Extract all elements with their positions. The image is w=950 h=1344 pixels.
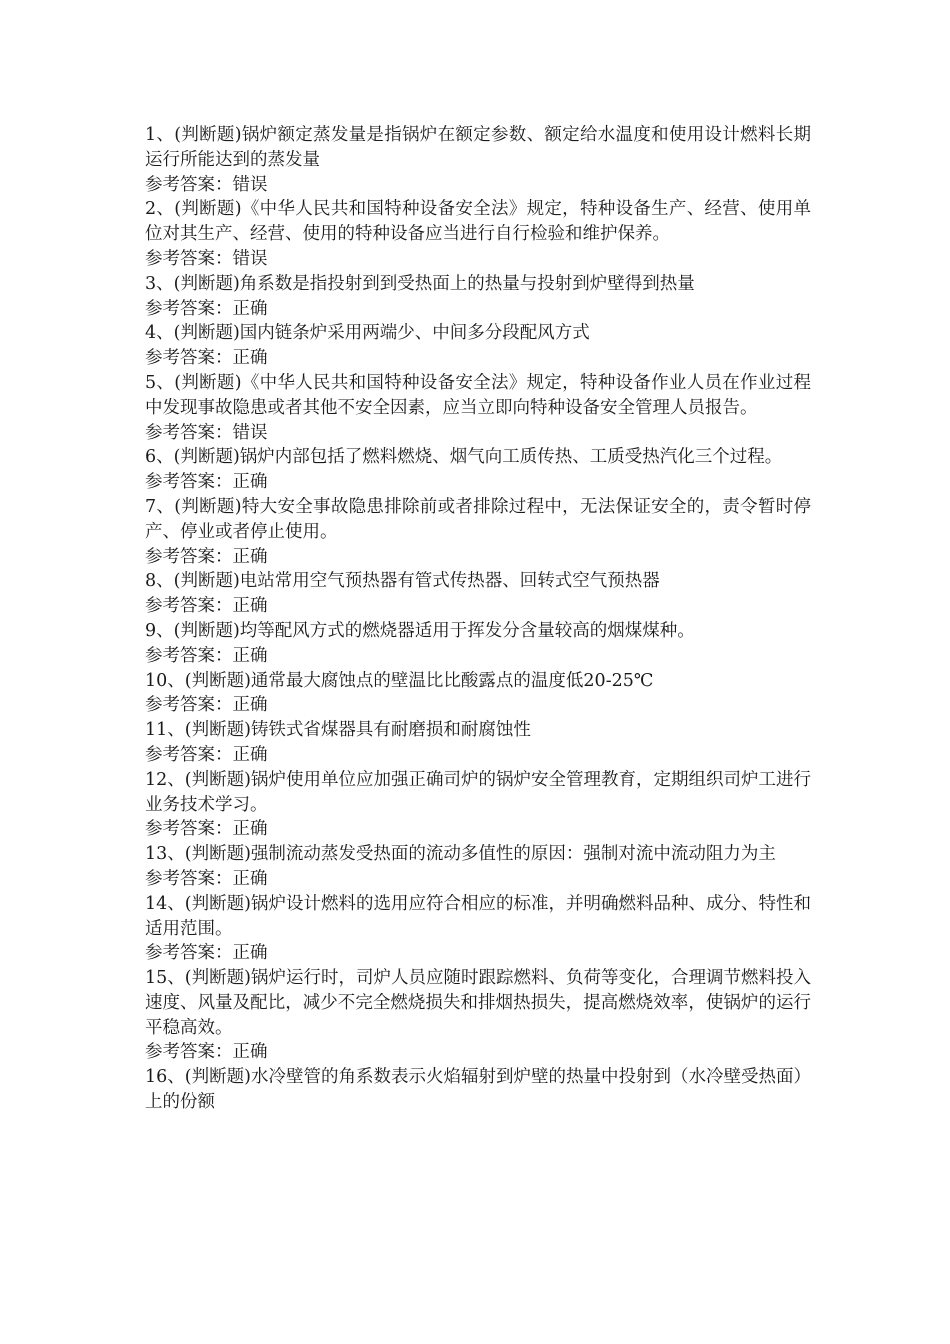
question-text: 4、(判断题)国内链条炉采用两端少、中间多分段配风方式 bbox=[145, 323, 590, 344]
question-text: 6、(判断题)锅炉内部包括了燃料燃烧、烟气向工质传热、工质受热汽化三个过程。 bbox=[145, 447, 783, 468]
question-text: 15、(判断题)锅炉运行时，司炉人员应随时跟踪燃料、负荷等变化，合理调节燃料投入速度、风量及配比，减少不完全燃烧损失和排烟热损失，提高燃烧效率，使锅炉的运行平稳高效。 bbox=[145, 968, 811, 1038]
question-item bbox=[145, 1065, 811, 1115]
answer-value: 正确 bbox=[232, 819, 268, 840]
answer-value: 正确 bbox=[232, 645, 268, 666]
answer-prefix: 参考答案： bbox=[145, 943, 233, 964]
answer-prefix: 参考答案： bbox=[145, 596, 233, 617]
answer-value: 错误 bbox=[232, 248, 268, 269]
question-text: 10、(判断题)通常最大腐蚀点的壁温比比酸露点的温度低20-25℃ bbox=[145, 670, 654, 691]
answer-line bbox=[145, 941, 811, 966]
answer-line bbox=[145, 545, 811, 570]
answer-line bbox=[145, 867, 811, 892]
question-text: 3、(判断题)角系数是指投射到到受热面上的热量与投射到炉壁得到热量 bbox=[145, 273, 695, 294]
answer-line bbox=[145, 173, 811, 198]
question-list bbox=[145, 123, 811, 1115]
answer-value: 正确 bbox=[232, 695, 268, 716]
question-item bbox=[145, 842, 811, 892]
answer-prefix: 参考答案： bbox=[145, 348, 233, 369]
answer-prefix: 参考答案： bbox=[145, 422, 233, 443]
answer-line bbox=[145, 470, 811, 495]
answer-value: 正确 bbox=[232, 868, 268, 889]
question-item bbox=[145, 445, 811, 495]
question-item bbox=[145, 619, 811, 669]
answer-prefix: 参考答案： bbox=[145, 174, 233, 195]
answer-line bbox=[145, 693, 811, 718]
answer-line bbox=[145, 247, 811, 272]
question-item bbox=[145, 669, 811, 719]
question-item bbox=[145, 768, 811, 842]
answer-prefix: 参考答案： bbox=[145, 248, 233, 269]
question-item bbox=[145, 272, 811, 322]
question-text: 5、(判断题)《中华人民共和国特种设备安全法》规定，特种设备作业人员在作业过程中发现事故隐患或者其他不安全因素，应当立即向特种设备安全管理人员报告。 bbox=[145, 372, 811, 418]
question-text: 8、(判断题)电站常用空气预热器有管式传热器、回转式空气预热器 bbox=[145, 571, 660, 592]
answer-value: 正确 bbox=[232, 348, 268, 369]
answer-line bbox=[145, 1040, 811, 1065]
answer-prefix: 参考答案： bbox=[145, 298, 233, 319]
answer-value: 正确 bbox=[232, 596, 268, 617]
answer-value: 正确 bbox=[232, 1042, 268, 1063]
question-item bbox=[145, 371, 811, 445]
question-text: 9、(判断题)均等配风方式的燃烧器适用于挥发分含量较高的烟煤煤种。 bbox=[145, 620, 695, 641]
answer-value: 正确 bbox=[232, 546, 268, 567]
answer-value: 正确 bbox=[232, 472, 268, 493]
answer-line bbox=[145, 421, 811, 446]
question-text: 12、(判断题)锅炉使用单位应加强正确司炉的锅炉安全管理教育，定期组织司炉工进行业务技术学习。 bbox=[145, 769, 811, 815]
question-text: 11、(判断题)铸铁式省煤器具有耐磨损和耐腐蚀性 bbox=[145, 720, 531, 741]
question-item bbox=[145, 966, 811, 1065]
answer-prefix: 参考答案： bbox=[145, 472, 233, 493]
answer-line bbox=[145, 743, 811, 768]
question-item bbox=[145, 321, 811, 371]
answer-value: 错误 bbox=[232, 174, 268, 195]
answer-line bbox=[145, 297, 811, 322]
answer-line bbox=[145, 644, 811, 669]
answer-prefix: 参考答案： bbox=[145, 744, 233, 765]
question-item bbox=[145, 197, 811, 271]
answer-line bbox=[145, 594, 811, 619]
question-text: 1、(判断题)锅炉额定蒸发量是指锅炉在额定参数、额定给水温度和使用设计燃料长期运行所能达到的蒸发量 bbox=[145, 125, 811, 170]
question-item bbox=[145, 495, 811, 569]
answer-value: 正确 bbox=[232, 943, 268, 964]
question-item bbox=[145, 892, 811, 966]
answer-value: 正确 bbox=[232, 298, 268, 319]
question-item bbox=[145, 569, 811, 619]
answer-value: 错误 bbox=[232, 422, 268, 443]
question-item bbox=[145, 123, 811, 197]
answer-line bbox=[145, 817, 811, 842]
question-text: 14、(判断题)锅炉设计燃料的选用应符合相应的标准，并明确燃料品种、成分、特性和适用范围。 bbox=[145, 893, 811, 939]
question-item bbox=[145, 718, 811, 768]
question-text: 2、(判断题)《中华人民共和国特种设备安全法》规定，特种设备生产、经营、使用单位对其生产、经营、使用的特种设备应当进行自行检验和维护保养。 bbox=[145, 199, 811, 245]
question-text: 13、(判断题)强制流动蒸发受热面的流动多值性的原因：强制对流中流动阻力为主 bbox=[145, 844, 776, 865]
question-text: 7、(判断题)特大安全事故隐患排除前或者排除过程中，无法保证安全的，责令暂时停产、停业或者停止使用。 bbox=[145, 496, 811, 542]
answer-line bbox=[145, 346, 811, 371]
answer-prefix: 参考答案： bbox=[145, 868, 233, 889]
answer-prefix: 参考答案： bbox=[145, 695, 233, 716]
answer-prefix: 参考答案： bbox=[145, 645, 233, 666]
answer-prefix: 参考答案： bbox=[145, 1042, 233, 1063]
answer-value: 正确 bbox=[232, 744, 268, 765]
answer-prefix: 参考答案： bbox=[145, 819, 233, 840]
question-text: 16、(判断题)水冷壁管的角系数表示火焰辐射到炉壁的热量中投射到（水冷壁受热面）上的份额 bbox=[145, 1067, 811, 1113]
answer-prefix: 参考答案： bbox=[145, 546, 233, 567]
